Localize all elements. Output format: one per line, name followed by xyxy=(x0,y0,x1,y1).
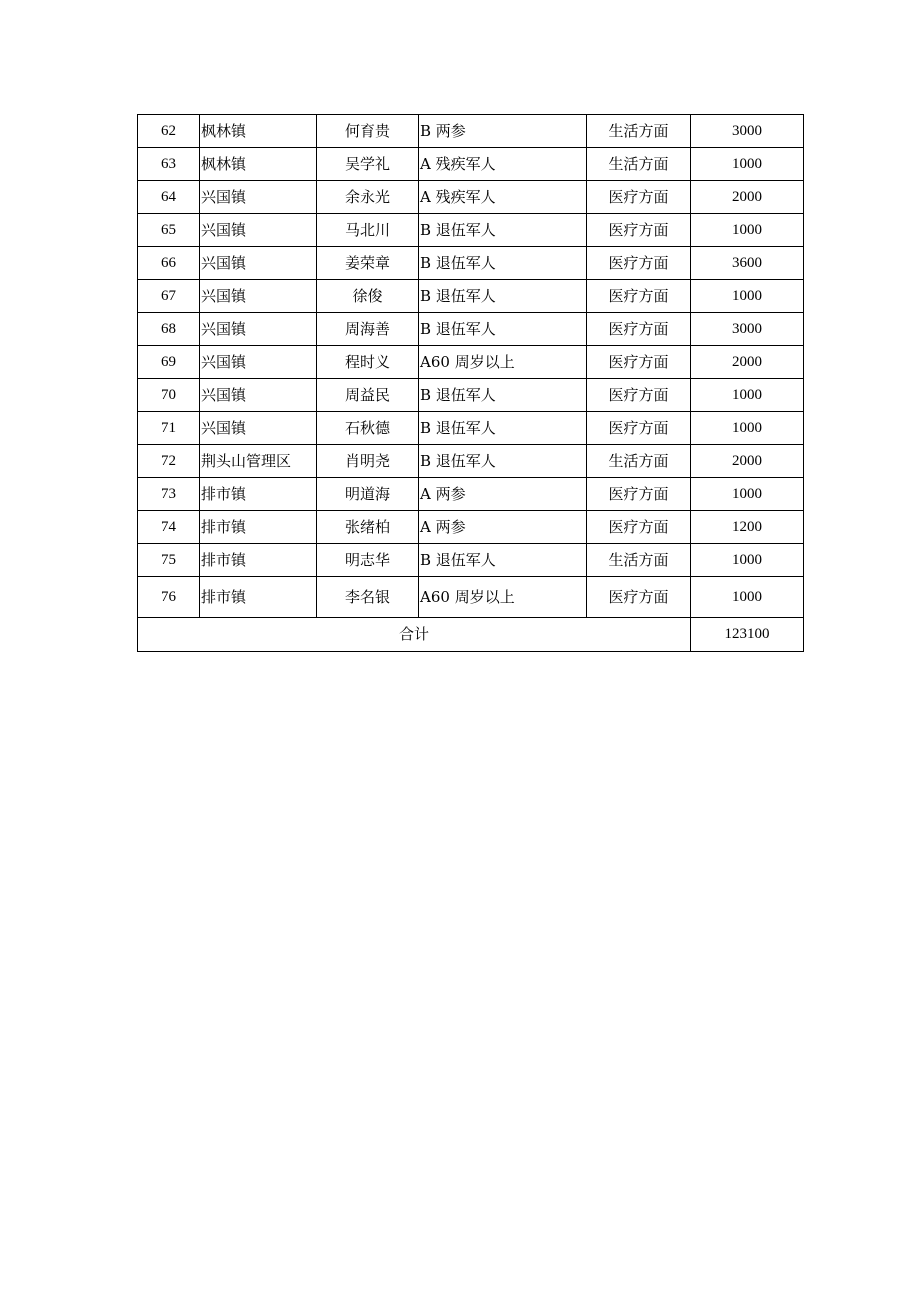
cell-amount: 1000 xyxy=(691,148,804,181)
cell-number: 76 xyxy=(138,577,200,618)
table-row xyxy=(138,379,804,412)
cell-aspect: 医疗方面 xyxy=(587,478,691,511)
relief-table-container xyxy=(137,114,803,652)
cell-category: B 退伍军人 xyxy=(419,445,587,478)
table-row xyxy=(138,247,804,280)
cell-town: 兴国镇 xyxy=(200,181,317,214)
cell-town: 枫林镇 xyxy=(200,148,317,181)
table-row xyxy=(138,445,804,478)
cell-amount: 2000 xyxy=(691,181,804,214)
cell-category: B 退伍军人 xyxy=(419,313,587,346)
cell-name: 明道海 xyxy=(317,478,419,511)
cell-town: 兴国镇 xyxy=(200,214,317,247)
cell-number: 73 xyxy=(138,478,200,511)
cell-number: 62 xyxy=(138,115,200,148)
cell-aspect: 医疗方面 xyxy=(587,214,691,247)
cell-number: 67 xyxy=(138,280,200,313)
cell-name: 程时义 xyxy=(317,346,419,379)
cell-name: 徐俊 xyxy=(317,280,419,313)
table-row xyxy=(138,478,804,511)
cell-aspect: 医疗方面 xyxy=(587,247,691,280)
cell-number: 64 xyxy=(138,181,200,214)
cell-aspect: 医疗方面 xyxy=(587,313,691,346)
table-row xyxy=(138,412,804,445)
cell-number: 63 xyxy=(138,148,200,181)
cell-category: A60 周岁以上 xyxy=(419,577,587,618)
cell-amount: 2000 xyxy=(691,346,804,379)
table-row xyxy=(138,577,804,618)
cell-category: A 残疾军人 xyxy=(419,181,587,214)
cell-amount: 3600 xyxy=(691,247,804,280)
cell-name: 余永光 xyxy=(317,181,419,214)
cell-amount: 3000 xyxy=(691,313,804,346)
cell-aspect: 生活方面 xyxy=(587,544,691,577)
cell-name: 李名银 xyxy=(317,577,419,618)
cell-town: 排市镇 xyxy=(200,478,317,511)
cell-category: A 残疾军人 xyxy=(419,148,587,181)
cell-name: 周益民 xyxy=(317,379,419,412)
cell-aspect: 医疗方面 xyxy=(587,379,691,412)
cell-category: B 退伍军人 xyxy=(419,247,587,280)
cell-amount: 1000 xyxy=(691,379,804,412)
cell-aspect: 医疗方面 xyxy=(587,577,691,618)
cell-name: 张绪柏 xyxy=(317,511,419,544)
cell-name: 肖明尧 xyxy=(317,445,419,478)
cell-number: 75 xyxy=(138,544,200,577)
cell-town: 兴国镇 xyxy=(200,412,317,445)
table-body xyxy=(138,115,804,618)
relief-table xyxy=(137,114,804,652)
cell-category: A60 周岁以上 xyxy=(419,346,587,379)
cell-category: A 两参 xyxy=(419,511,587,544)
cell-amount: 1000 xyxy=(691,544,804,577)
cell-category: B 退伍军人 xyxy=(419,379,587,412)
cell-amount: 2000 xyxy=(691,445,804,478)
cell-amount: 1000 xyxy=(691,214,804,247)
cell-name: 姜荣章 xyxy=(317,247,419,280)
cell-aspect: 医疗方面 xyxy=(587,280,691,313)
cell-town: 兴国镇 xyxy=(200,247,317,280)
cell-category: A 两参 xyxy=(419,478,587,511)
cell-number: 68 xyxy=(138,313,200,346)
cell-town: 兴国镇 xyxy=(200,346,317,379)
cell-amount: 1000 xyxy=(691,577,804,618)
cell-aspect: 医疗方面 xyxy=(587,412,691,445)
cell-town: 兴国镇 xyxy=(200,280,317,313)
cell-category: B 退伍军人 xyxy=(419,544,587,577)
table-row xyxy=(138,280,804,313)
table-row xyxy=(138,313,804,346)
total-amount: 123100 xyxy=(691,618,804,652)
table-row xyxy=(138,544,804,577)
table-row xyxy=(138,511,804,544)
cell-category: B 两参 xyxy=(419,115,587,148)
cell-aspect: 生活方面 xyxy=(587,445,691,478)
cell-category: B 退伍军人 xyxy=(419,412,587,445)
cell-amount: 1000 xyxy=(691,280,804,313)
cell-town: 兴国镇 xyxy=(200,379,317,412)
cell-town: 兴国镇 xyxy=(200,313,317,346)
cell-name: 明志华 xyxy=(317,544,419,577)
cell-amount: 1000 xyxy=(691,478,804,511)
cell-aspect: 医疗方面 xyxy=(587,511,691,544)
table-row xyxy=(138,346,804,379)
cell-town: 荆头山管理区 xyxy=(200,445,317,478)
cell-name: 马北川 xyxy=(317,214,419,247)
cell-number: 65 xyxy=(138,214,200,247)
cell-aspect: 生活方面 xyxy=(587,148,691,181)
cell-category: B 退伍军人 xyxy=(419,280,587,313)
cell-name: 周海善 xyxy=(317,313,419,346)
cell-category: B 退伍军人 xyxy=(419,214,587,247)
cell-name: 石秋德 xyxy=(317,412,419,445)
table-row xyxy=(138,181,804,214)
cell-amount: 3000 xyxy=(691,115,804,148)
cell-aspect: 医疗方面 xyxy=(587,181,691,214)
cell-aspect: 生活方面 xyxy=(587,115,691,148)
cell-town: 排市镇 xyxy=(200,577,317,618)
table-row xyxy=(138,148,804,181)
table-row xyxy=(138,115,804,148)
cell-town: 排市镇 xyxy=(200,544,317,577)
cell-number: 66 xyxy=(138,247,200,280)
cell-number: 72 xyxy=(138,445,200,478)
cell-name: 吴学礼 xyxy=(317,148,419,181)
cell-name: 何育贵 xyxy=(317,115,419,148)
cell-number: 69 xyxy=(138,346,200,379)
cell-amount: 1000 xyxy=(691,412,804,445)
cell-town: 枫林镇 xyxy=(200,115,317,148)
cell-number: 74 xyxy=(138,511,200,544)
total-label: 合计 xyxy=(138,618,691,652)
cell-aspect: 医疗方面 xyxy=(587,346,691,379)
cell-number: 71 xyxy=(138,412,200,445)
table-row xyxy=(138,214,804,247)
cell-town: 排市镇 xyxy=(200,511,317,544)
cell-number: 70 xyxy=(138,379,200,412)
total-row xyxy=(138,618,804,652)
cell-amount: 1200 xyxy=(691,511,804,544)
